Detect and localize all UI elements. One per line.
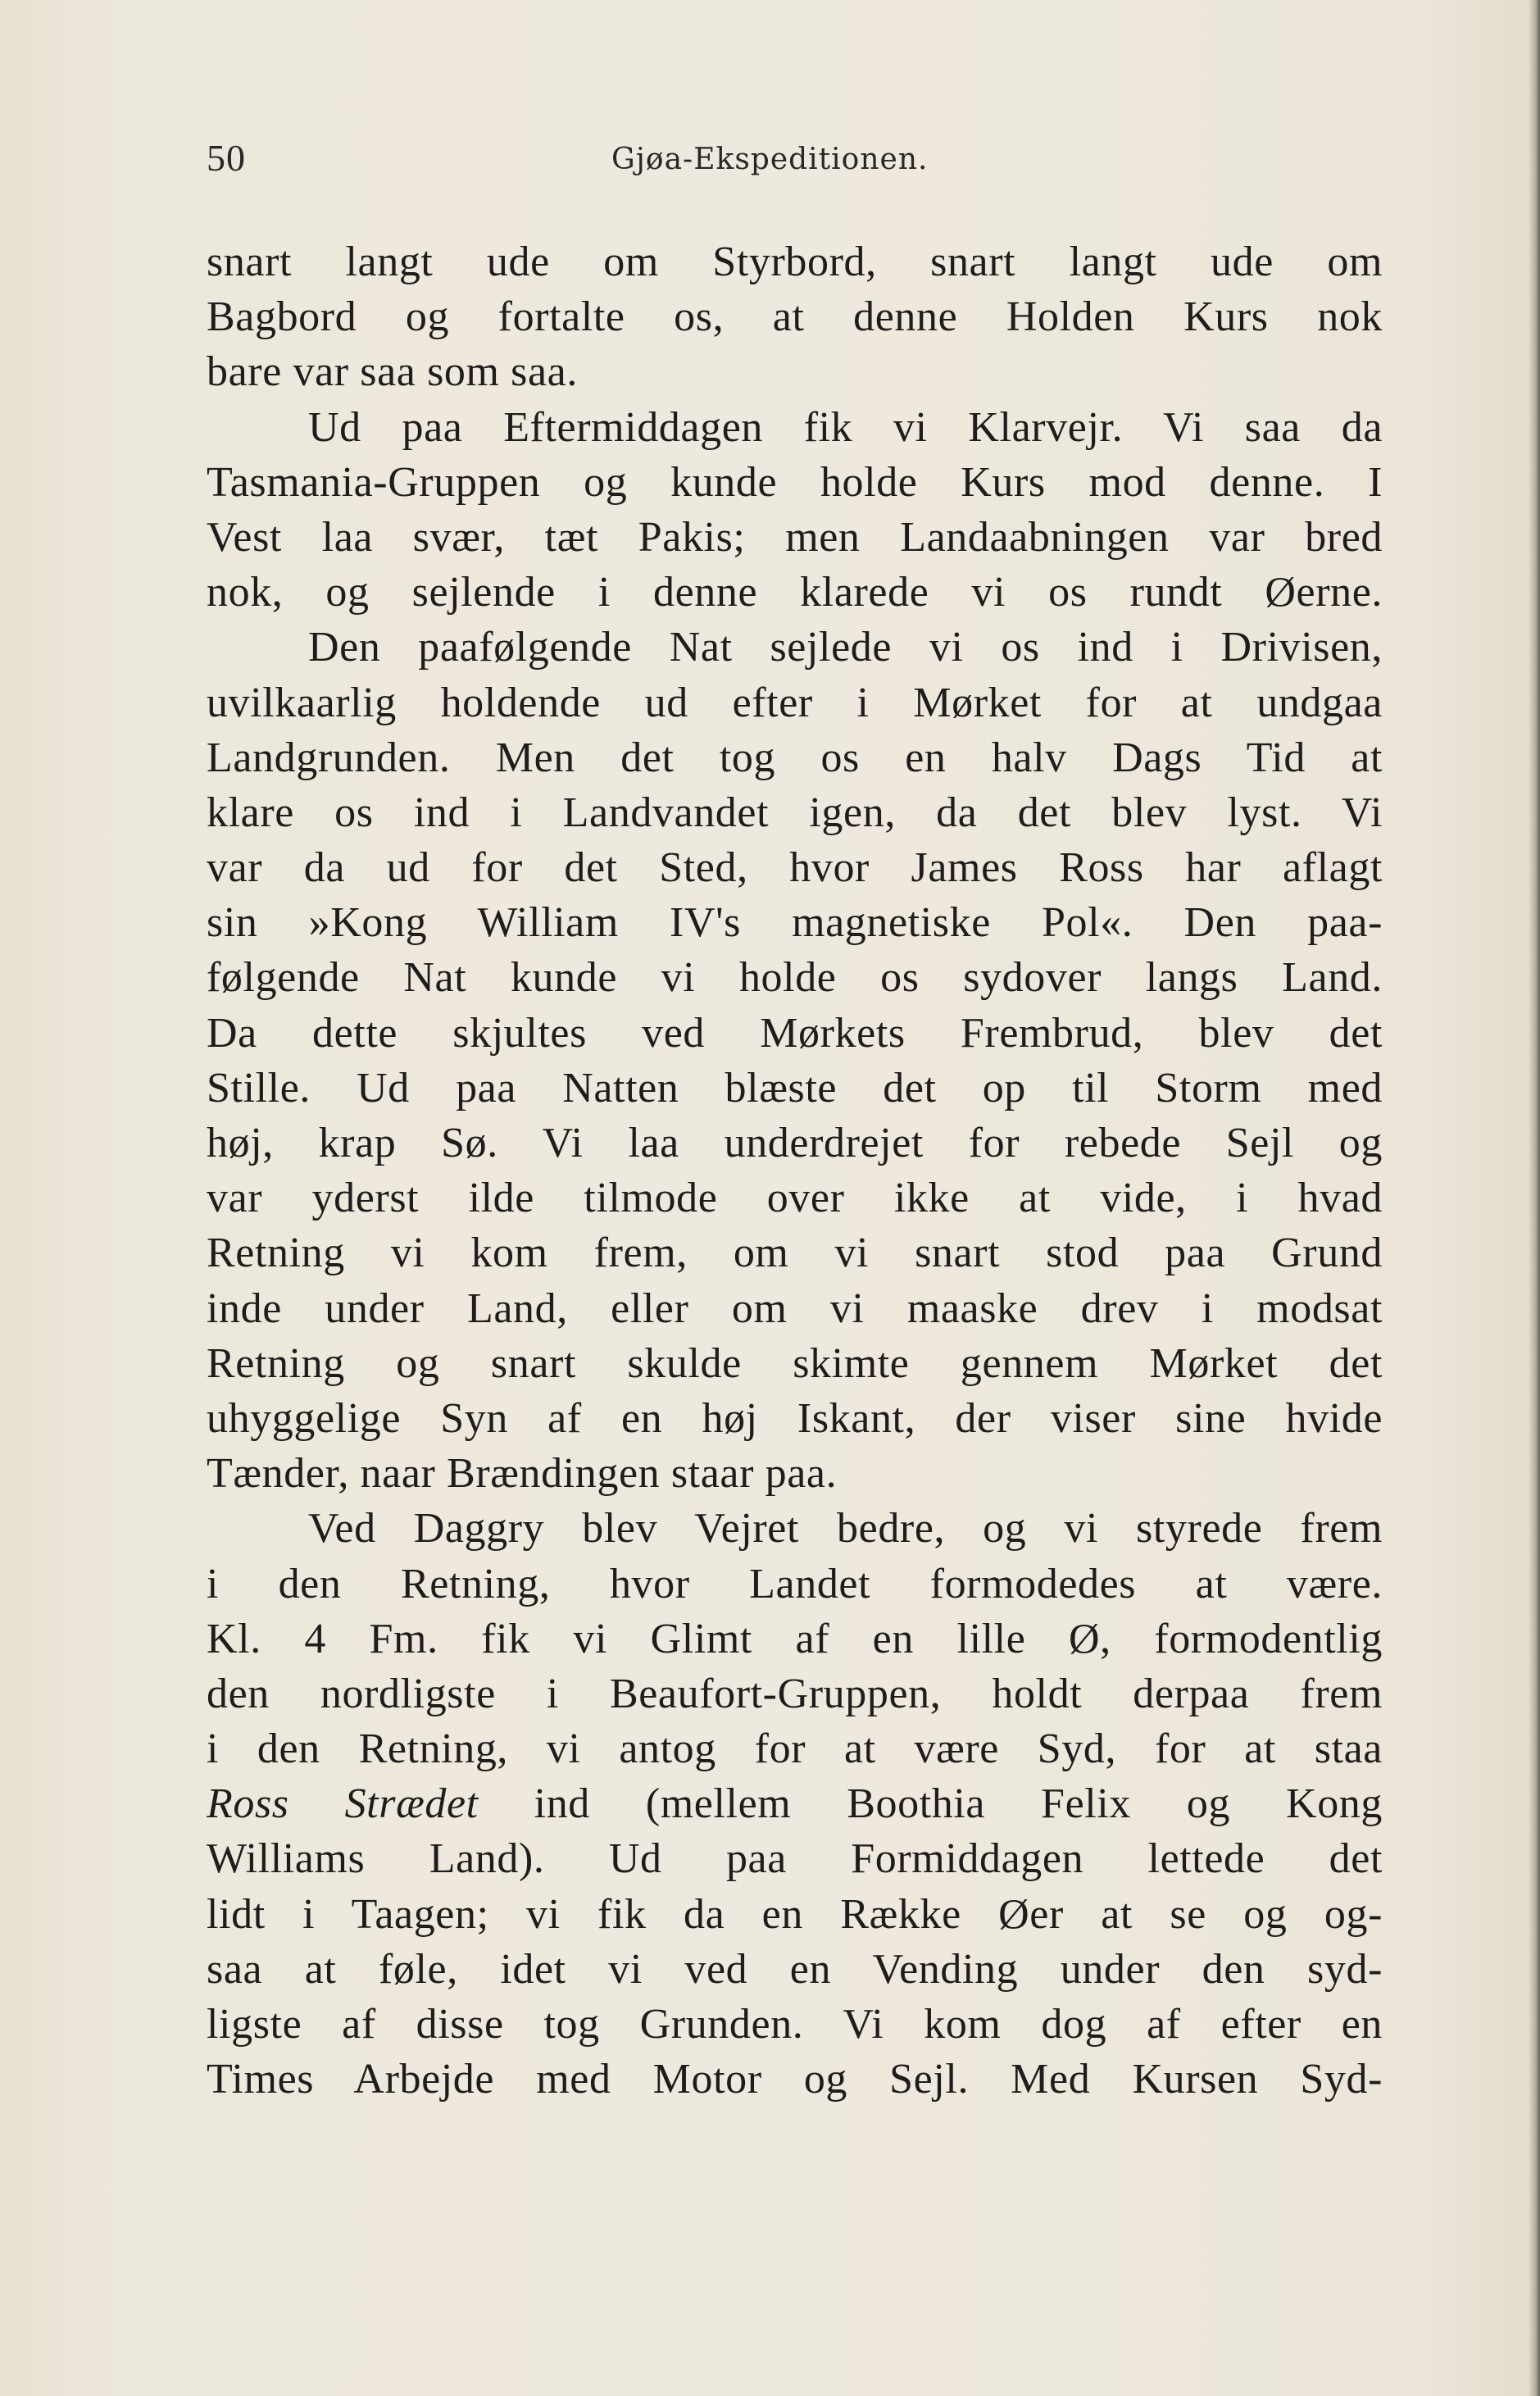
- text-line: Bagbord og fortalte os, at denne Holden Kurs nok: [207, 293, 1383, 341]
- text-line: snart langt ude om Styrbord, snart langt ude om: [207, 239, 1383, 285]
- text-line: uvilkaarlig holdende ud efter i Mørket for at undgaa: [207, 679, 1383, 726]
- text-line: Tænder, naar Brændingen staar paa.: [207, 1450, 838, 1498]
- text-line: Times Arbejde med Motor og Sejl. Med Kursen Syd-: [207, 2056, 1383, 2103]
- text-line: nok, og sejlende i denne klarede vi os rundt Øerne.: [207, 569, 1383, 616]
- text-line: Landgrunden. Men det tog os en halv Dags Tid at: [207, 734, 1383, 781]
- text-line: Kl. 4 Fm. fik vi Glimt af en lille Ø, formodentlig: [207, 1615, 1383, 1662]
- text-line: Den paafølgende Nat sejlede vi os ind i Drivisen,: [308, 624, 1383, 671]
- text-line: Williams Land). Ud paa Formiddagen lettede det: [207, 1835, 1383, 1883]
- text-line: høj, krap Sø. Vi laa underdrejet for rebede Sejl og: [207, 1120, 1383, 1166]
- text-line: uhyggelige Syn af en høj Iskant, der viser sine hvide: [207, 1394, 1383, 1442]
- page-header: [207, 131, 1383, 189]
- text-line: Stille. Ud paa Natten blæste det op til Storm med: [207, 1064, 1383, 1112]
- page-number: 50: [207, 137, 246, 179]
- paragraph-start-line: Ud paa Eftermiddagen fik vi Klarvejr. Vi saa da: [308, 403, 1383, 451]
- body-text: [207, 234, 1383, 2107]
- text-line: den nordligste i Beaufort-Gruppen, holdt derpaa frem: [207, 1670, 1383, 1717]
- text-line-rest: ind (mellem Boothia Felix og Kong: [534, 1780, 1383, 1828]
- text-line: var da ud for det Sted, hvor James Ross har aflagt: [207, 844, 1383, 892]
- paragraph-start-line: Ved Daggry blev Vejret bedre, og vi styrede frem: [308, 1505, 1383, 1553]
- text-line: i den Retning, vi antog for at være Syd, for at staa: [207, 1725, 1383, 1773]
- text-line: saa at føle, idet vi ved en Vending under den syd-: [207, 1945, 1383, 1993]
- text-line: følgende Nat kunde vi holde os sydover langs Land.: [207, 954, 1383, 1002]
- text-line: i den Retning, hvor Landet formodedes at være.: [207, 1560, 1383, 1607]
- text-line: Da dette skjultes ved Mørkets Frembrud, blev det: [207, 1009, 1383, 1057]
- running-head: Gjøa-Ekspeditionen.: [611, 143, 929, 176]
- text-line: klare os ind i Landvandet igen, da det blev lyst. Vi: [207, 789, 1383, 836]
- text-line: Retning og snart skulde skimte gennem Mørket det: [207, 1339, 1383, 1387]
- text-line: lidt i Taagen; vi fik da en Række Øer at se og og-: [207, 1890, 1383, 1938]
- text-line: inde under Land, eller om vi maaske drev i modsat: [207, 1284, 1383, 1332]
- text-line: bare var saa som saa.: [207, 348, 578, 396]
- italic-place-name: Ross Strædet: [207, 1780, 479, 1828]
- text-line: Retning vi kom frem, om vi snart stod paa Grund: [207, 1230, 1383, 1277]
- text-line: ligste af disse tog Grunden. Vi kom dog af efter en: [207, 2001, 1383, 2048]
- text-line: sin »Kong William IV's magnetiske Pol«. Den paa-: [207, 899, 1383, 947]
- text-line: Tasmania-Gruppen og kunde holde Kurs mod denne. I: [207, 458, 1383, 506]
- text-line: Vest laa svær, tæt Pakis; men Landaabningen var bred: [207, 513, 1383, 561]
- text-line-with-italic: [207, 1776, 1383, 1831]
- text-line: var yderst ilde tilmode over ikke at vide, i hvad: [207, 1175, 1383, 1222]
- page-edge-shadow: [1529, 0, 1540, 2396]
